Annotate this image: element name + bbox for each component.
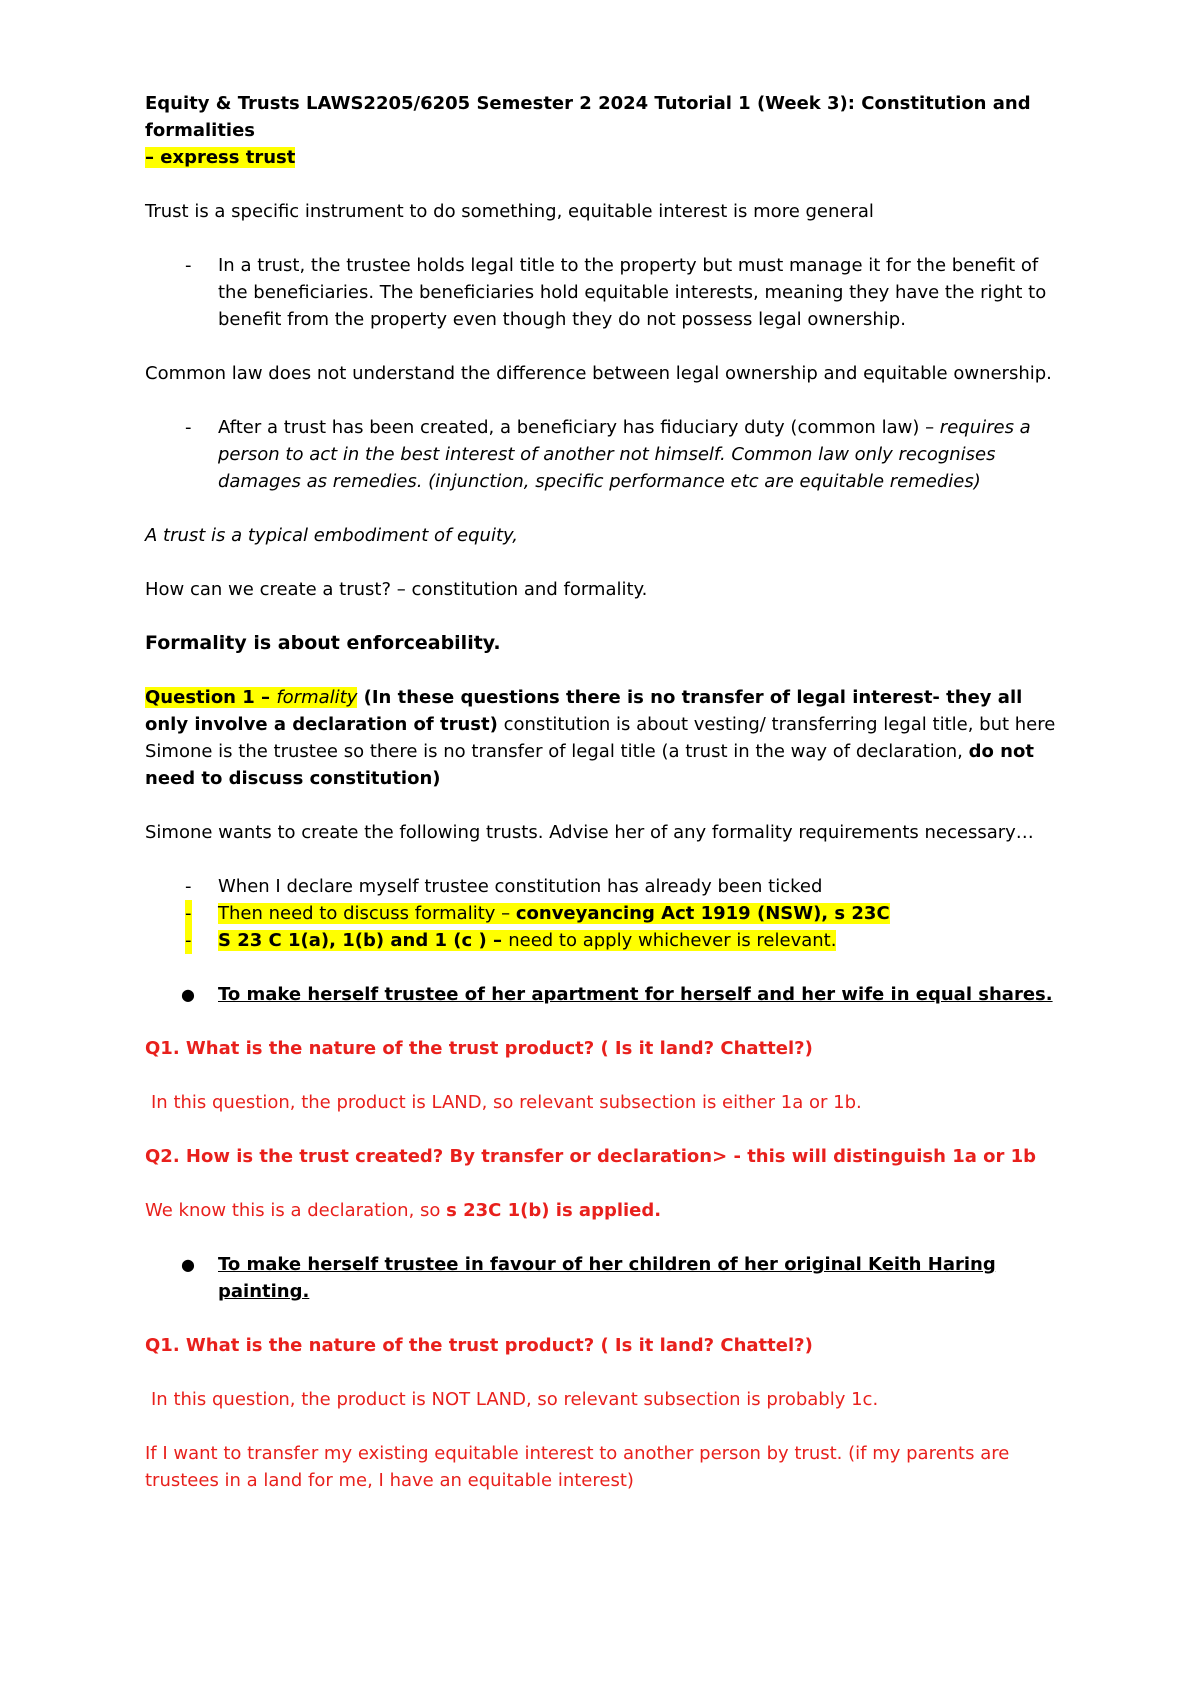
dash-item-3 bbox=[145, 927, 1065, 954]
trust-b-question-1: Q1. What is the nature of the trust product? ( Is it land? Chattel?) bbox=[145, 1335, 813, 1356]
trust-a-answer-2 bbox=[145, 1197, 1065, 1224]
question-1-label: Question 1 – bbox=[145, 687, 277, 708]
how-create-paragraph: How can we create a trust? – constitution and formality. bbox=[145, 579, 648, 600]
dash-item-1-text: When I declare myself trustee constitution has already been ticked bbox=[218, 876, 823, 897]
trust-b-note-parenthetical: (if my parents are trustees in a land for me, I have an equitable interest) bbox=[145, 1443, 1010, 1491]
trust-b-note-text: If I want to transfer my existing equitable interest to another person by trust. bbox=[145, 1443, 843, 1464]
trust-b-note bbox=[145, 1440, 1065, 1494]
fiduciary-duty-italic: requires a person to act in the best interest of another not himself. Common law only recognises damages as remedies. (injunction, specific performance etc are equitable remedies) bbox=[218, 417, 1031, 492]
trust-a-answer-1: In this question, the product is LAND, so relevant subsection is either 1a or 1b. bbox=[151, 1092, 862, 1113]
document-title bbox=[145, 90, 1065, 171]
trust-definition-item bbox=[145, 252, 1065, 333]
dash-marker: - bbox=[185, 927, 192, 954]
formality-dash-list bbox=[145, 873, 1065, 954]
trust-a-question-2: Q2. How is the trust created? By transfer or declaration> - this will distinguish 1a or 1b bbox=[145, 1146, 1037, 1167]
bullet-dot-icon: ● bbox=[181, 985, 195, 1004]
question-1-bold: (In these questions there is no transfer of legal interest- they all only involve a declaration of trust) bbox=[145, 687, 1023, 735]
question-1-bold-end: do not need to discuss constitution) bbox=[145, 741, 1034, 789]
dash-marker: - bbox=[185, 900, 192, 927]
dash-marker: - bbox=[185, 417, 192, 438]
formality-heading: Formality is about enforceability. bbox=[145, 632, 501, 654]
trust-b-bullet bbox=[145, 1251, 1065, 1305]
dash-item-2-text: Then need to discuss formality – bbox=[218, 903, 516, 924]
embodiment-paragraph: A trust is a typical embodiment of equity, bbox=[145, 525, 518, 546]
question-1-formality: formality bbox=[276, 687, 358, 708]
document-body bbox=[145, 90, 1065, 1494]
intro-paragraph: Trust is a specific instrument to do something, equitable interest is more general bbox=[145, 201, 874, 222]
dash-marker: - bbox=[185, 876, 192, 897]
dash-item-2 bbox=[145, 900, 1065, 927]
trust-b-bullet-text: To make herself trustee in favour of her children of her original Keith Haring painting. bbox=[218, 1254, 996, 1302]
dash-item-2-bold: conveyancing Act 1919 (NSW), s 23C bbox=[515, 903, 890, 924]
fiduciary-duty-text: After a trust has been created, a beneficiary has fiduciary duty (common law) – bbox=[218, 417, 940, 438]
common-law-paragraph: Common law does not understand the difference between legal ownership and equitable ownership. bbox=[145, 363, 1052, 384]
question-1-text: constitution is about vesting/ transferring legal title, but here Simone is the trustee so there is no transfer of legal title (a trust in the way of declaration, bbox=[145, 714, 1056, 762]
trust-a-bullet bbox=[145, 981, 1065, 1008]
dash-item-3-text: need to apply whichever is relevant. bbox=[508, 930, 837, 951]
title-line-1: Equity & Trusts LAWS2205/6205 Semester 2 2024 Tutorial 1 (Week 3): Constitution and formalities bbox=[145, 93, 1031, 141]
dash-marker: - bbox=[185, 255, 192, 276]
fiduciary-duty-item bbox=[145, 414, 1065, 495]
trust-a-question-1: Q1. What is the nature of the trust product? ( Is it land? Chattel?) bbox=[145, 1038, 813, 1059]
trust-b-answer-1: In this question, the product is NOT LAND, so relevant subsection is probably 1c. bbox=[151, 1389, 879, 1410]
question-1-paragraph bbox=[145, 684, 1065, 792]
dash-item-1 bbox=[145, 873, 1065, 900]
trust-a-answer-2-text: We know this is a declaration, so bbox=[145, 1200, 447, 1221]
trust-a-answer-2-bold: s 23C 1(b) is applied. bbox=[446, 1200, 662, 1221]
title-line-2: – express trust bbox=[145, 147, 296, 168]
simone-paragraph: Simone wants to create the following trusts. Advise her of any formality requirements necessary… bbox=[145, 822, 1034, 843]
trust-definition-text: In a trust, the trustee holds legal title to the property but must manage it for the benefit of the beneficiaries. The beneficiaries hold equitable interests, meaning they have the right to benefit from the property even though they do not possess legal ownership. bbox=[218, 255, 1047, 330]
trust-a-bullet-text: To make herself trustee of her apartment for herself and her wife in equal shares. bbox=[218, 984, 1053, 1005]
dash-item-3-bold: S 23 C 1(a), 1(b) and 1 (c ) – bbox=[218, 930, 509, 951]
bullet-dot-icon: ● bbox=[181, 1255, 195, 1274]
